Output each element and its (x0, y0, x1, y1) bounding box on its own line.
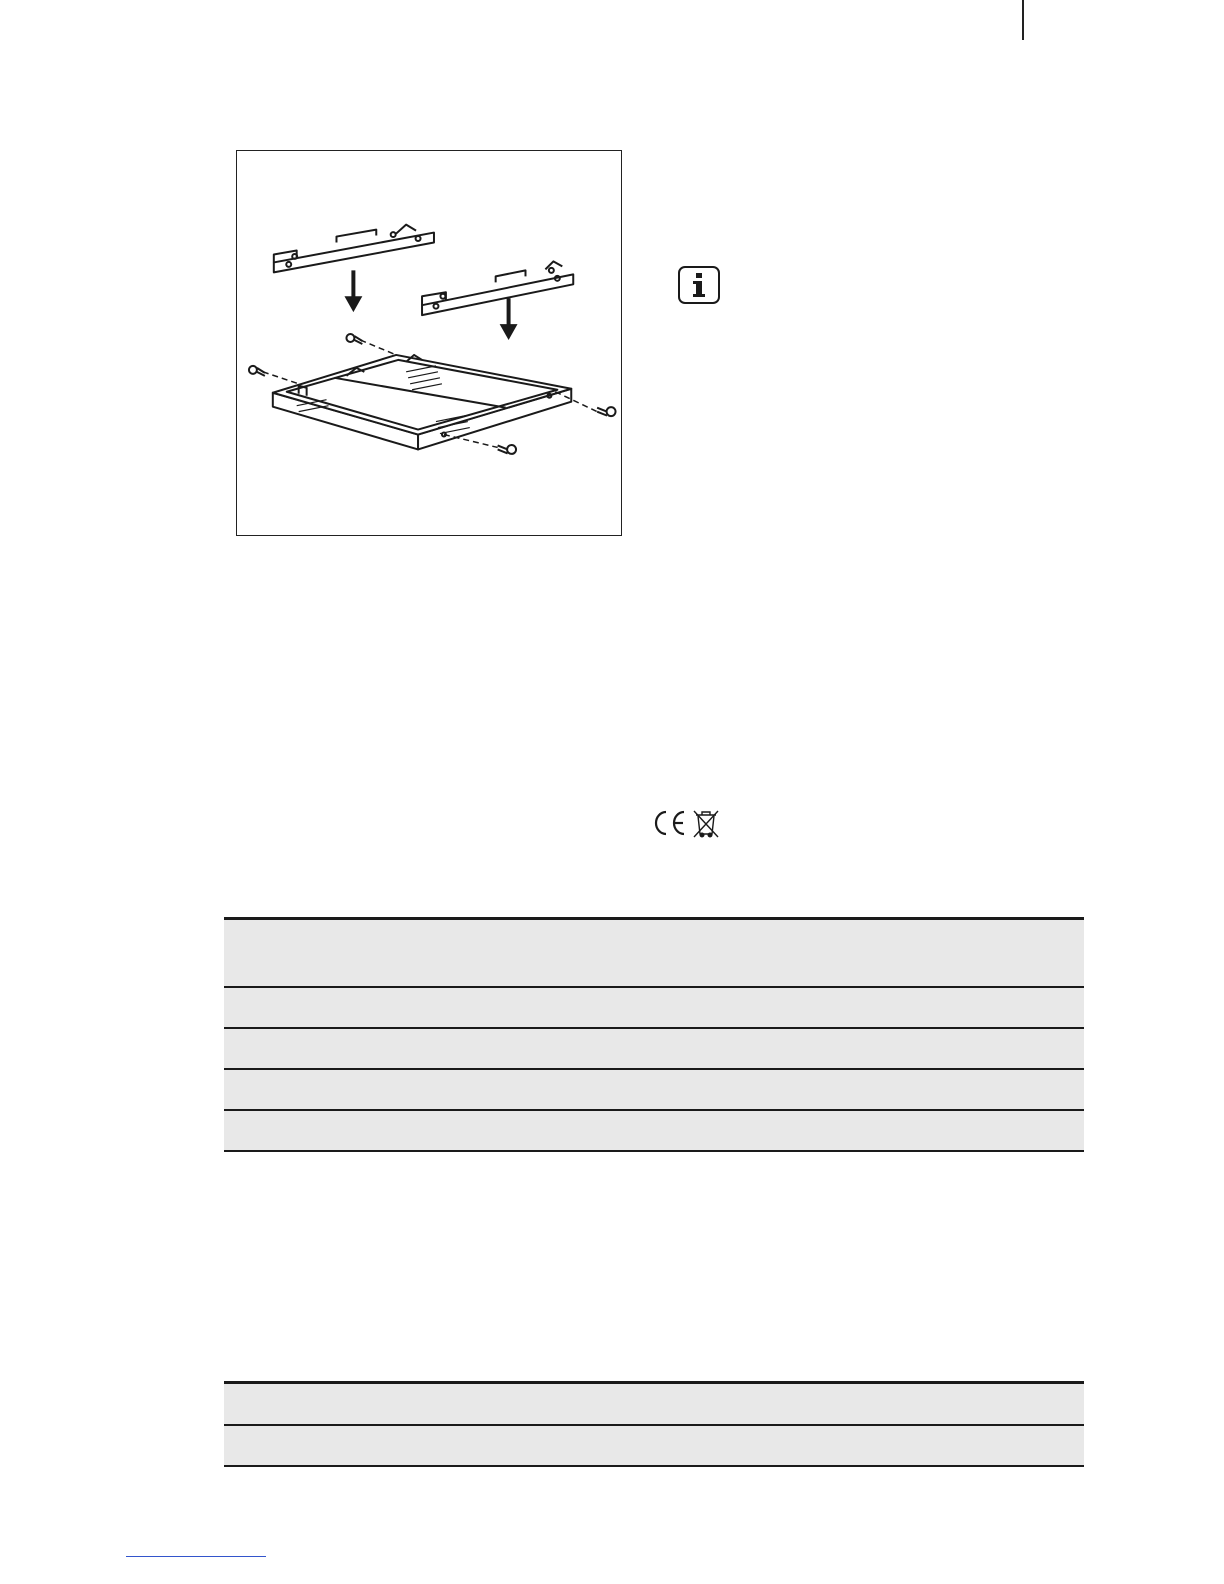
table-row (224, 1425, 1084, 1466)
screw-bottom-icon (444, 435, 516, 454)
table-row (224, 1110, 1084, 1151)
info-icon (678, 266, 720, 304)
screw-top-icon (346, 334, 396, 355)
rail-bracket-right-icon (422, 261, 573, 315)
weee-crossed-bin-icon (694, 811, 718, 837)
rail-bracket-left-icon (274, 225, 434, 273)
installation-diagram (237, 151, 621, 535)
table-cell (654, 1425, 1084, 1466)
crop-mark (1022, 0, 1024, 40)
info-glyph-icon (689, 271, 709, 299)
table-cell (224, 1383, 654, 1425)
spec-table-one (224, 917, 1084, 1152)
table-cell (224, 919, 654, 987)
table-cell (224, 987, 654, 1028)
table-cell (654, 1028, 1084, 1069)
table-cell (224, 1425, 654, 1466)
table-cell (654, 919, 1084, 987)
table-cell (654, 987, 1084, 1028)
installation-figure (236, 150, 622, 536)
table-row (224, 1069, 1084, 1110)
compliance-marks (650, 806, 722, 840)
table-cell (654, 1110, 1084, 1151)
table-row (224, 1028, 1084, 1069)
table-row (224, 919, 1084, 987)
down-arrow-right-icon (500, 298, 518, 340)
table-cell (224, 1069, 654, 1110)
table-row (224, 1383, 1084, 1425)
base-tray-icon (273, 355, 571, 450)
table-cell (224, 1110, 654, 1151)
table-row (224, 987, 1084, 1028)
table-cell (654, 1383, 1084, 1425)
table-cell (224, 1028, 654, 1069)
screw-left-icon (249, 366, 299, 384)
footer-rule (126, 1556, 266, 1557)
table-cell (654, 1069, 1084, 1110)
down-arrow-left-icon (344, 270, 362, 312)
spec-table-two (224, 1381, 1084, 1467)
ce-mark-icon (656, 812, 684, 834)
